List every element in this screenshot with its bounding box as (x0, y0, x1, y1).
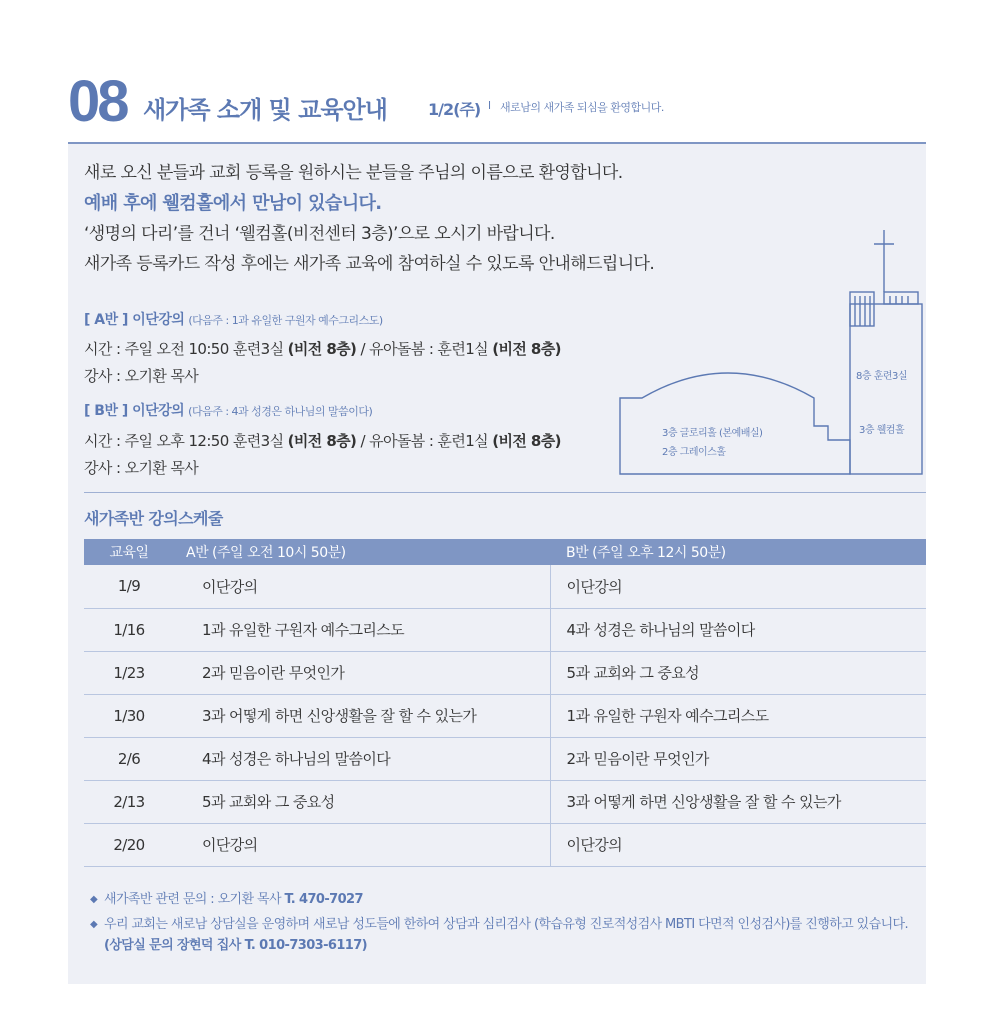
schedule-date: 2/20 (84, 823, 174, 866)
intro-line-2-highlight: 예배 후에 웰컴홀에서 만남이 있습니다. (84, 193, 382, 214)
schedule-b-lesson: 4과 성경은 하나님의 말씀이다 (550, 608, 926, 651)
schedule-b-lesson: 2과 믿음이란 무엇인가 (550, 737, 926, 780)
schedule-a-lesson: 3과 어떻게 하면 신앙생활을 잘 할 수 있는가 (174, 694, 550, 737)
schedule-a-lesson: 1과 유일한 구원자 예수그리스도 (174, 608, 550, 651)
class-a-heading (84, 309, 383, 329)
table-row (84, 737, 926, 780)
schedule-b-lesson: 5과 교회와 그 중요성 (550, 651, 926, 694)
schedule-header-b: B반 (주일 오후 12시 50분) (550, 539, 926, 565)
class-a-next-note: (다음주 : 1과 유일한 구원자 예수그리스도) (188, 314, 383, 327)
class-b-heading (84, 400, 372, 420)
content-panel (68, 142, 926, 984)
section-subtitle: 새로남의 새가족 되심을 환영합니다. (500, 101, 664, 114)
schedule-title: 새가족반 강의스케줄 (84, 509, 223, 528)
building-label-3f-glory: 3층 글로리홀 (본예배실) (662, 428, 763, 439)
section-header (68, 70, 926, 142)
class-a-teacher: 강사 : 오기환 목사 (84, 367, 199, 385)
class-b-next-note: (다음주 : 4과 성경은 하나님의 말씀이다) (188, 405, 373, 418)
class-b-teacher: 강사 : 오기환 목사 (84, 459, 199, 477)
table-row (84, 823, 926, 866)
schedule-b-lesson: 이단강의 (550, 823, 926, 866)
note-item-contact: ◆ 새가족반 관련 문의 : 오기환 목사 T. 470-7027 (90, 889, 920, 910)
schedule-date: 2/13 (84, 780, 174, 823)
class-b-time: 시간 : 주일 오후 12:50 훈련3실 (비전 8층) / 유아돌봄 : 훈련1실 (비전 8층) (84, 432, 561, 450)
schedule-date: 1/23 (84, 651, 174, 694)
note-item-counseling: ◆ 우리 교회는 새로남 상담실을 운영하며 새로남 성도들에 한하여 상담과 심리검사 (학습유형 진로적성검사 MBTI 다면적 인성검사)를 진행하고 있습니다. (상담실 문의 장현덕 집사 T. 010-7303-6117) (90, 914, 920, 956)
table-row (84, 651, 926, 694)
table-row (84, 780, 926, 823)
notes-section (90, 889, 920, 960)
diamond-bullet-icon: ◆ (90, 919, 98, 930)
table-row (84, 694, 926, 737)
schedule-table (84, 539, 926, 867)
schedule-header-a: A반 (주일 오전 10시 50분) (174, 539, 550, 565)
counseling-contact: (상담실 문의 장현덕 집사 T. 010-7303-6117) (104, 938, 368, 953)
intro-line-1: 새로 오신 분들과 교회 등록을 원하시는 분들을 주님의 이름으로 환영합니다. (84, 163, 623, 183)
schedule-a-lesson: 4과 성경은 하나님의 말씀이다 (174, 737, 550, 780)
table-row (84, 565, 926, 608)
diamond-bullet-icon: ◆ (90, 894, 98, 905)
schedule-b-lesson: 1과 유일한 구원자 예수그리스도 (550, 694, 926, 737)
table-row (84, 608, 926, 651)
building-label-8f: 8층 훈련3실 (856, 371, 908, 382)
intro-line-3: ‘생명의 다리’를 건너 ‘웰컴홀(비전센터 3층)’으로 오시기 바랍니다. (84, 224, 555, 244)
intro-line-4: 새가족 등록카드 작성 후에는 새가족 교육에 참여하실 수 있도록 안내해드립니다. (84, 254, 655, 274)
section-title: 새가족 소개 및 교육안내 (143, 96, 387, 124)
contact-phone: T. 470-7027 (284, 892, 363, 907)
schedule-date: 2/6 (84, 737, 174, 780)
schedule-a-lesson: 2과 믿음이란 무엇인가 (174, 651, 550, 694)
section-separator: l (488, 99, 492, 112)
class-b-label: [ B반 ] 이단강의 (84, 403, 185, 419)
section-number: 08 (68, 69, 127, 134)
schedule-a-lesson: 이단강의 (174, 565, 550, 608)
schedule-header-date: 교육일 (84, 539, 174, 565)
schedule-b-lesson: 3과 어떻게 하면 신앙생활을 잘 할 수 있는가 (550, 780, 926, 823)
church-building-illustration (618, 230, 928, 480)
class-a-label: [ A반 ] 이단강의 (84, 312, 185, 328)
schedule-date: 1/9 (84, 565, 174, 608)
building-label-3f-welcome: 3층 웰컴홀 (859, 425, 905, 436)
schedule-b-lesson: 이단강의 (550, 565, 926, 608)
schedule-date: 1/16 (84, 608, 174, 651)
schedule-date: 1/30 (84, 694, 174, 737)
schedule-a-lesson: 5과 교회와 그 중요성 (174, 780, 550, 823)
class-a-time: 시간 : 주일 오전 10:50 훈련3실 (비전 8층) / 유아돌봄 : 훈련1실 (비전 8층) (84, 340, 561, 358)
schedule-header-row (84, 539, 926, 565)
schedule-a-lesson: 이단강의 (174, 823, 550, 866)
section-date: 1/2(주) (428, 100, 481, 119)
section-divider (84, 492, 926, 493)
building-label-2f: 2층 그레이스홀 (662, 447, 726, 458)
